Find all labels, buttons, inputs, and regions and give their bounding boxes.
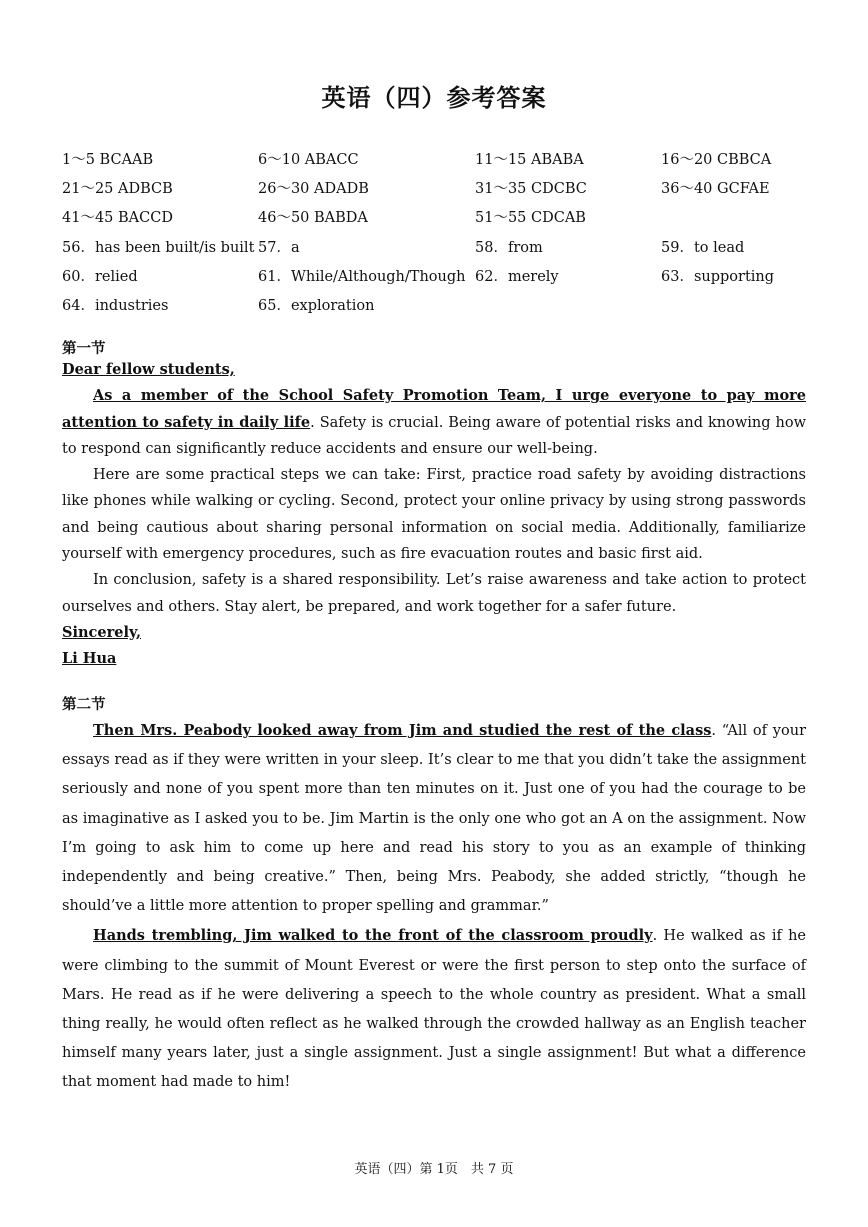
essay-paragraph — [62, 383, 806, 462]
answer-cell: 64．industries — [62, 297, 169, 314]
essay-paragraph: Here are some practical steps we can take: First, practice road safety by avoiding distractions like phones while walking or cycling. Second, protect your online privacy by using strong passwords and being cautious about sharing personal information on social media. Additionally, familiarize yourself with emergency procedures, such as fire evacuation routes and basic first aid. — [62, 467, 806, 563]
underlined-sentence: Then Mrs. Peabody looked away from Jim and studied the rest of the class — [93, 722, 712, 739]
answer-cell: 51～55 CDCAB — [475, 210, 586, 227]
paragraph-text: . “All of your essays read as if they were written in your sleep. It’s clear to me that you didn’t take the assignment seriously and none of you spent more than ten minutes on it. Just one of you had the courage to be as imaginative as I asked you to be. Jim Martin is the only one who got an A on the assignment. Now I’m going to ask him to come up here and read his story to you as an example of thinking independently and being creative.” Then, being Mrs. Peabody, she added strictly, “though he should’ve a little more attention to proper spelling and grammar.” — [62, 723, 806, 915]
paragraph-text: . Safety is crucial. Being aware of potential risks and knowing how to respond can significantly reduce accidents and ensure our well-being. — [62, 414, 806, 457]
answer-cell: 58．from — [475, 239, 543, 256]
underlined-sentence: Hands trembling, Jim walked to the front of the classroom proudly — [93, 927, 653, 945]
underlined-sentence: As a member of the School Safety Promotion Team, I urge everyone to pay more attention to safety in daily life — [62, 387, 806, 431]
letter-closing: Sincerely, — [62, 623, 142, 641]
answer-cell: 1～5 BCAAB — [62, 152, 154, 168]
answer-row — [62, 177, 822, 206]
continuation-essay — [62, 716, 806, 1098]
answer-cell: 26～30 ADADB — [258, 181, 369, 198]
answer-cell: 61．While/Although/Though — [258, 268, 466, 285]
section-heading: 第二节 — [62, 696, 106, 713]
answer-row — [62, 206, 822, 235]
letter-signature: Li Hua — [62, 650, 117, 668]
essay-paragraph — [62, 921, 806, 1097]
essay-paragraph: In conclusion, safety is a shared responsibility. Let’s raise awareness and take action to protect ourselves and others. Stay alert, be prepared, and work together for a safer future. — [62, 572, 806, 615]
answer-row — [62, 265, 822, 294]
answer-cell: 46～50 BABDA — [258, 210, 368, 227]
answer-cell: 59．to lead — [661, 239, 745, 256]
letter-greeting: Dear fellow students, — [62, 361, 235, 378]
page-title: 英语（四）参考答案 — [321, 83, 547, 112]
letter-essay — [62, 357, 806, 673]
answer-cell: 63．supporting — [661, 268, 775, 285]
answer-cell: 56．has been built/is built — [62, 239, 255, 256]
answer-cell: 21～25 ADBCB — [62, 181, 173, 198]
answer-row — [62, 236, 822, 265]
answer-key — [62, 148, 822, 323]
answer-cell: 36～40 GCFAE — [661, 181, 770, 198]
answer-cell: 11～15 ABABA — [475, 152, 584, 168]
answer-cell: 41～45 BACCD — [62, 210, 173, 227]
answer-row — [62, 148, 822, 177]
paragraph-text: . He walked as if he were climbing to the summit of Mount Everest or were the first person to step onto the surface of Mars. He read as if he were delivering a speech to the whole country as president. What a small thing really, he would often reflect as he walked through the crowded hallway as an English teacher himself many years later, just a single assignment. Just a single assignment! But what a difference that moment had made to him! — [62, 928, 806, 1091]
answer-cell: 62．merely — [475, 268, 559, 285]
page-footer: 英语（四）第 1页 共 7 页 — [354, 1162, 514, 1177]
essay-paragraph — [62, 716, 806, 921]
section-heading: 第一节 — [62, 340, 106, 357]
answer-cell: 57．a — [258, 239, 300, 256]
answer-cell: 60．relied — [62, 268, 138, 285]
answer-cell: 6～10 ABACC — [258, 152, 359, 168]
answer-cell: 65．exploration — [258, 297, 375, 314]
answer-row — [62, 294, 822, 323]
answer-cell: 31～35 CDCBC — [475, 181, 587, 198]
answer-cell: 16～20 CBBCA — [661, 152, 772, 168]
